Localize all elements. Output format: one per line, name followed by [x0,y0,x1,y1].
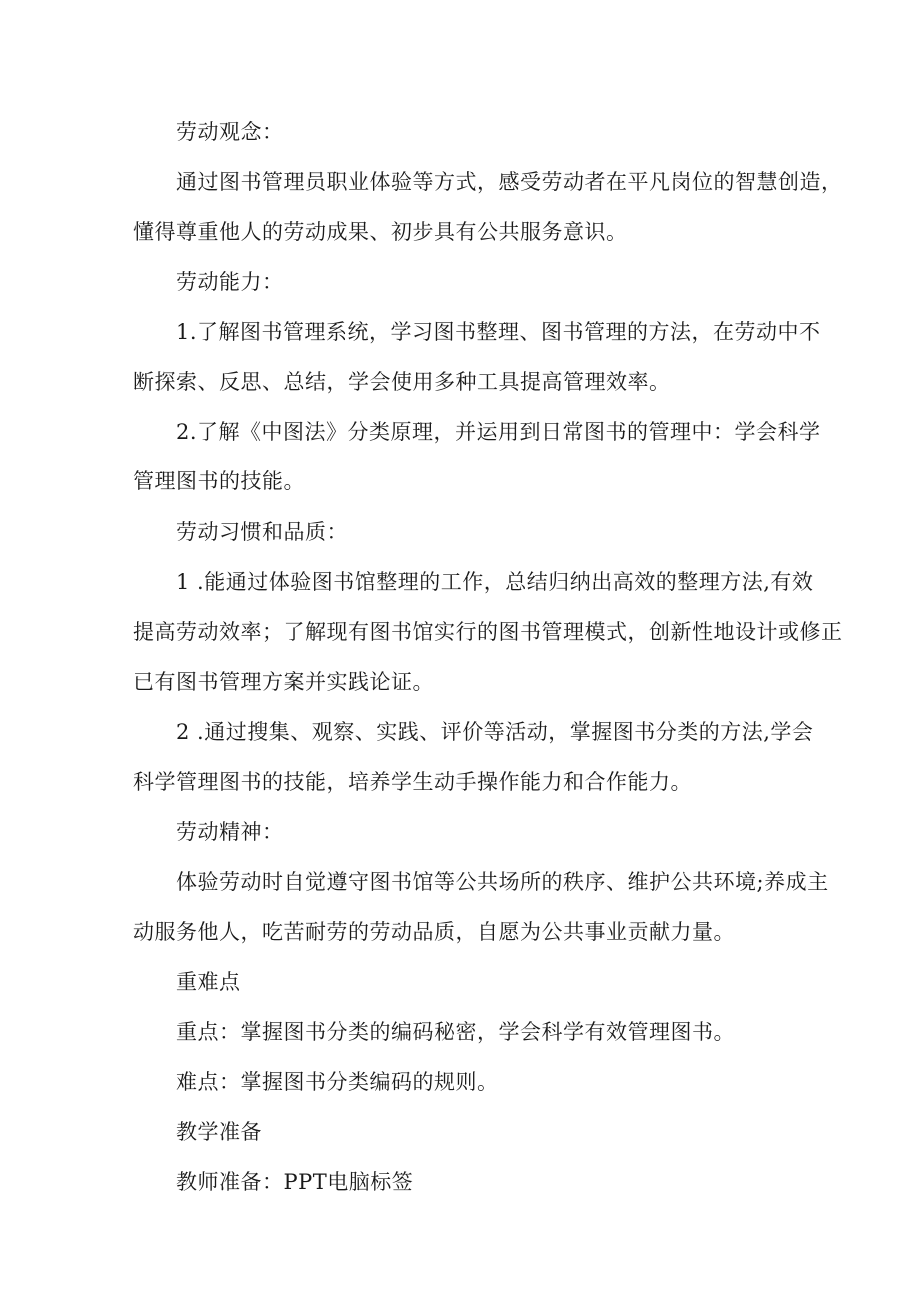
paragraph-line: 动服务他人，吃苦耐劳的劳动品质，自愿为公共事业贡献力量。 [133,920,735,944]
heading-labor-ability: 劳动能力： [176,270,284,294]
list-item-line: 2.了解《中图法》分类原理，并运用到日常图书的管理中：学会科学 [176,420,821,444]
list-item-line: 已有图书管理方案并实践论证。 [133,670,434,694]
list-item-line: 断探索、反思、总结，学会使用多种工具提高管理效率。 [133,370,671,394]
paragraph-line: 懂得尊重他人的劳动成果、初步具有公共服务意识。 [133,220,628,244]
heading-key-points: 重难点 [176,970,241,994]
list-item-line: 科学管理图书的技能，培养学生动手操作能力和合作能力。 [133,770,692,794]
list-item-line: 1.了解图书管理系统，学习图书整理、图书管理的方法，在劳动中不 [176,320,821,344]
heading-labor-spirit: 劳动精神： [176,820,284,844]
key-point-line: 重点：掌握图书分类的编码秘密，学会科学有效管理图书。 [176,1020,735,1044]
list-item-line: 管理图书的技能。 [133,469,305,493]
paragraph-line: 通过图书管理员职业体验等方式，感受劳动者在平凡岗位的智慧创造， [176,170,843,194]
difficult-point-line: 难点：掌握图书分类编码的规则。 [176,1070,499,1094]
teacher-prep-line: 教师准备：PPT电脑标签 [176,1170,414,1194]
paragraph-line: 体验劳动时自觉遵守图书馆等公共场所的秩序、维护公共环境;养成主 [176,870,829,894]
heading-teaching-prep: 教学准备 [176,1120,262,1144]
heading-labor-habits: 劳动习惯和品质： [176,520,348,544]
list-item-line: 提高劳动效率；了解现有图书馆实行的图书管理模式，创新性地设计或修正 [133,620,843,644]
heading-labor-concept: 劳动观念： [176,120,284,144]
list-item-line: 1 .能通过体验图书馆整理的工作，总结归纳出高效的整理方法,有效 [176,570,814,594]
list-item-line: 2 .通过搜集、观察、实践、评价等活动，掌握图书分类的方法,学会 [176,720,814,744]
